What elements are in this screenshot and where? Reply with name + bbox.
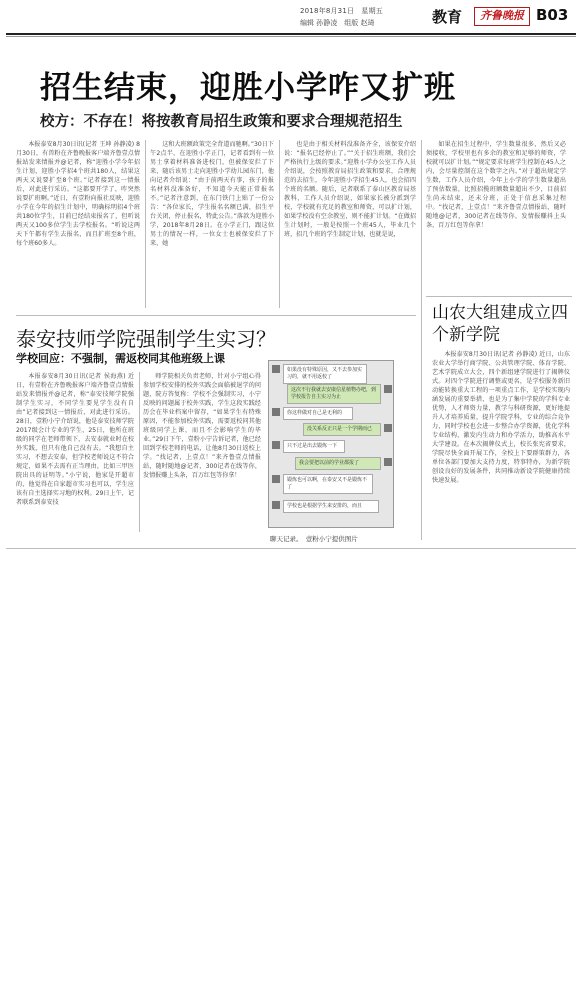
article1-column-4-text: 如果在招生过程中，学生数量很多，然后又必须接收，学校里也有多余的教室和足够的师资，学校就可以扩计划。”“规定要求每班学生控制在45人之内，会尽量控制在这个数字之内。”对于超出规定学生数，工作人员介绍，今年上小学的学生数量超出了预估数量，比照招揽班额数量超出不少，目前招生尚未结束，还未分班，正处于信息采集过程中。“找记者，上壹点！”来齐鲁壹点情报站，随时随地@记者，300记者在线等你，发情报赚抖上头条，百万红包等你拿！: [426, 141, 566, 229]
chat-avatar: [384, 385, 392, 393]
section-rule: [16, 315, 416, 316]
article3-column-text: 本报泰安8月30日讯(记者 孙静凌) 近日，山东农业大学举行商学院、公共管理学院、体育学院、艺术学院成立大会，四个新组建学院进行了揭牌仪式。对四个学院进行调整或更名，是学校服务新旧动能转换重大工程的一项重点工作，是学校实现内涵发展的重要举措，也是为了集中学院的学科专业优势，人才师资力量，教学与科研资源，更好地提升人才培养质量，提升学院学科，专业的综合竞争力，同时学校也会进一步整合办学资源，优化学科专业结构，激发内生动力和办学活力，助推高水平大学建设。在本次揭牌仪式上，校长张宪省要求，学院尽快全面开展工作，全校上下要群策群力，各单位各部门要加大支持力度，特事特办，为新学院创设良好的发展条件，共同推动新设学院健康持续快速发展。: [432, 351, 570, 484]
chat-screenshot: [268, 360, 394, 528]
chat-bubble: 没关系反正只是一个学期而已: [303, 423, 381, 436]
column-divider: [421, 140, 422, 308]
chat-bubble: 如果没有特殊原因，又不去参加实习的，就不用返校了: [283, 364, 367, 384]
chat-bubble: 学校也是根据学生来安排的，而且: [283, 500, 379, 513]
header-rule-thin: [6, 36, 576, 37]
column-divider: [279, 140, 280, 308]
header-rule: [6, 33, 576, 35]
article2-subheadline: 学校回应：不强制，需返校同其他班级上课: [16, 352, 225, 365]
section-title: 教育: [432, 8, 463, 26]
chat-avatar: [384, 458, 392, 466]
article1-subheadline: 校方：不存在！将按教育局招生政策和要求合理规范招生: [40, 114, 403, 130]
article2-column-1-text: 本报泰安8月30日讯(记者 侯海燕) 近日，有壹粉在齐鲁晚报客户端齐鲁壹点情报站发来情报并@记者，称“泰安技师学院强制学生实习，不同学生要见学生没有自由”记者接到这一情报后，对此进行采访。28日，壹粉小宁介绍说，他是泰安技师学院2017级会计专业的学生，25日，他所在班级的同学在老师带领下，去安泰就业时在校外实践，但只有他自己没有去。“我想自主实习，不想去安泰，但学校老师说这不符合规定，如果不去需有正当理由，比如三甲医院出具的证明等。”小宁说，他家是开超市的，他觉得在自家超市实习也可以，学生应该有自主选择实习地的权利。29日上午，记者联系到泰安技: [16, 373, 134, 506]
chat-avatar: [272, 408, 280, 416]
article2-column-1: [16, 372, 134, 537]
date-line: 2018年8月31日 星期五: [300, 7, 383, 15]
chat-avatar: [272, 441, 280, 449]
article2-column-2: [143, 372, 261, 537]
article1-column-3: [284, 140, 416, 310]
photo-caption: 聊天记录。 壹粉小宁提供图片: [270, 535, 358, 543]
article1-column-2-text: 这和大班额政策完全背道而驰啊。”30日下午2点半，在迎胜小学正门，记者看到有一位男士拿着材料准备进校门，但被保安拦了下来，随后该男士走向迎胜小学幼儿园东门，他向记者介绍说：“由于前两天有事，孩子的报名材料没准备好，不知道今天能正常报名不。”记者注意到，在东门铁门上贴了一份公告：“各位家长，学生报名名额已满，招生平台关闭，停止报名，特此公告。”落款为迎胜小学，2018年8月28日。在小学正门，跟这位男士的情况一样，一位女士也被保安拦了下来，她: [150, 141, 274, 247]
chat-bubble: 这次不行我就去安康信星植物办吧，到学校报告自主实习为止: [287, 384, 381, 404]
chat-bubble: 你这样做对自己是无利的: [283, 407, 353, 420]
chat-bubble: 只不过是出去锻炼一下: [283, 440, 345, 453]
column-divider: [145, 140, 146, 308]
article1-column-3-text: 也是由于相关材料没准备齐全，该保安介绍说：“报名已经停止了。”“关于招生班额，我们会严格执行上级的要求。”迎胜小学办公室工作人员介绍说，会按照教育局招生政策和要求，合理规范的去招生，今年迎胜小学招生45人，也会招四个班的名额。随后，记者联系了泰山区教育局基教科，工作人员介绍说，如果家长被分派到学校，学校就有充足的教室和师资，可以扩计划，如果学校没有空余教室，则不能扩计划。“在做招生计划时，一般是按照一个班45人，毕业几个班，招几个班的学生制定计划，也就是说，: [284, 141, 416, 238]
section-rule: [426, 296, 572, 297]
chat-bubble: 我会要把以前的学业都报了: [295, 457, 381, 470]
chat-avatar: [384, 424, 392, 432]
article2-column-2-text: 师学院相关负责老师，针对小宁组心得参加学校安排的校外实践会面临被退学的问题，院方答复称：学校不会强制实习，小宁反映的问题属于校外实践，学生这段实践经历会在毕业档案中留存，“如果学生有特殊原因，不能参加校外实践，需要返校同其他班级同学上课，而且不会影响学生的毕业。”29日下午，壹粉小宁告诉记者，他已经回到学校老师的电话，让他8月30日返校上学。“找记者，上壹点！”来齐鲁壹点情报站，随时随地@记者，300记者在线等你，发情报赚上头条，百万红包等你拿！: [143, 373, 261, 479]
article1-column-2: [150, 140, 274, 310]
page-number: B03: [536, 6, 569, 24]
editors-line: 编辑 孙静凌 组版 赵琦: [300, 19, 375, 27]
article1-headline: 招生结束，迎胜小学咋又扩班: [40, 70, 456, 106]
article2-headline: 泰安技师学院强制学生实习？: [16, 327, 276, 351]
chat-bubble: 锻炼也可以啊，在泰安又不是锻炼不了: [283, 474, 373, 494]
column-divider: [139, 372, 140, 532]
article1-column-4: [426, 140, 566, 292]
column-divider: [421, 300, 422, 540]
newspaper-logo: 齐鲁晚报: [474, 7, 530, 26]
article1-column-1: [16, 140, 140, 310]
chat-avatar: [272, 501, 280, 509]
chat-avatar: [272, 365, 280, 373]
article3-column: [432, 350, 570, 540]
page-bottom-rule: [6, 548, 576, 549]
article1-column-1-text: 本报泰安8月30日讯(记者 王坤 孙静凌) 8月30日，有兽粉在齐鲁晚报客户端齐鲁壹点情报站发来情报并@记者，称“迎胜小学今年招生计划，迎胜小学招4个班共180人，结果这两天又说要扩至8个班。”记者接到这一情报后，对此进行采访。“这都要开学了，咋突然说要扩班啊。”近日，有壹粉向报社反映，迎胜小学在今年的招生计划中，明确标明招4个班共180位学生，目前已经结束报名了，但听说两天又100多位学生去学校报名。“听说这两天下午都有学生去报名，而且扩班至8个班，每个班60多人。: [16, 141, 140, 247]
chat-avatar: [272, 475, 280, 483]
article3-headline: 山农大组建成立四个新学院: [432, 303, 568, 345]
